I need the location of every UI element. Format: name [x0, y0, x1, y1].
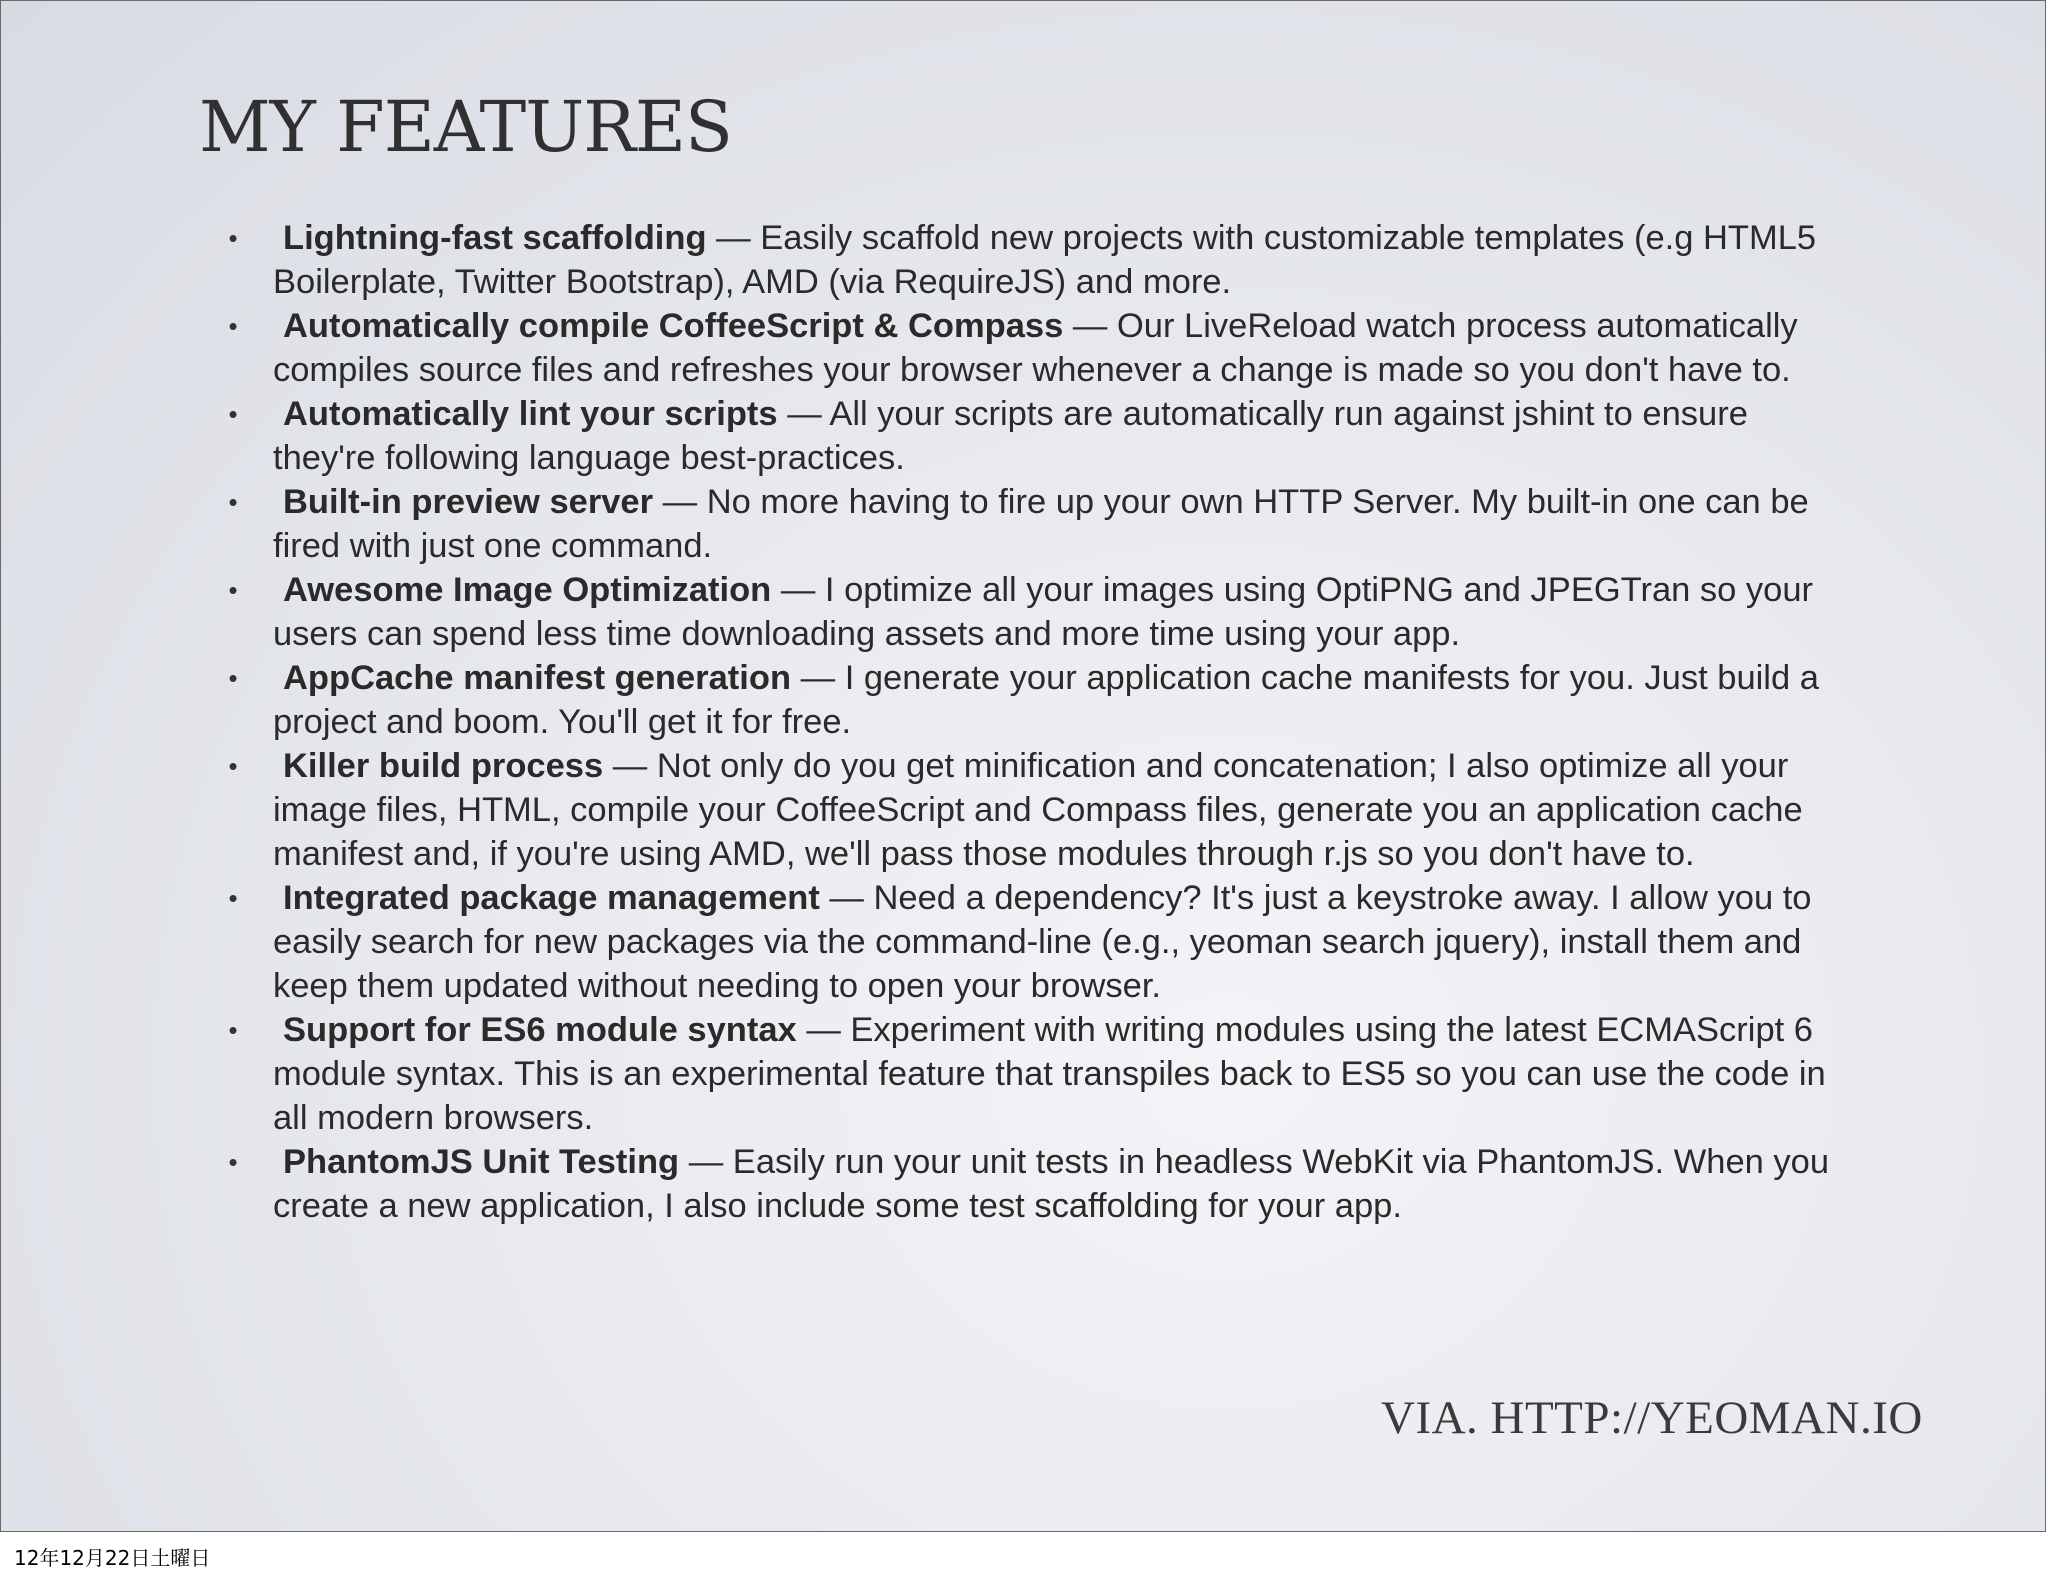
- bullet-icon: •: [228, 751, 238, 781]
- feature-name: Support for ES6 module syntax: [283, 1011, 797, 1049]
- feature-name: Lightning-fast scaffolding: [283, 219, 707, 257]
- feature-name: Automatically compile CoffeeScript & Compass: [283, 307, 1064, 345]
- bullet-icon: •: [228, 223, 238, 253]
- bullet-icon: •: [228, 575, 238, 605]
- feature-description: — Our LiveReload watch process automatically compiles source files and refreshes your browser whenever a change is made so you don't have to.: [273, 307, 1798, 389]
- feature-description: — All your scripts are automatically run against jshint to ensure they're following language best-practices.: [273, 395, 1748, 477]
- source-credit: VIA. HTTP://YEOMAN.IO: [1381, 1392, 1923, 1444]
- feature-description: — No more having to fire up your own HTTP Server. My built-in one can be fired with just one command.: [273, 483, 1809, 565]
- feature-name: PhantomJS Unit Testing: [283, 1143, 680, 1181]
- feature-description: — I optimize all your images using OptiPNG and JPEGTran so your users can spend less time downloading assets and more time using your app.: [273, 571, 1814, 653]
- bullet-icon: •: [228, 663, 238, 693]
- bullet-icon: •: [228, 1147, 238, 1177]
- feature-item: [223, 392, 1853, 480]
- bullet-icon: •: [228, 487, 238, 517]
- feature-name: AppCache manifest generation: [283, 659, 792, 697]
- feature-description: — Easily scaffold new projects with customizable templates (e.g HTML5 Boilerplate, Twitter Bootstrap), AMD (via RequireJS) and more.: [273, 219, 1817, 301]
- feature-description: — Not only do you get minification and concatenation; I also optimize all your image files, HTML, compile your CoffeeScript and Compass files, generate you an application cache manifest and, if you're using AMD, we'll pass those modules through r.js so you don't have to.: [273, 747, 1803, 873]
- feature-item: [223, 568, 1853, 656]
- feature-name: Built-in preview server: [283, 483, 654, 521]
- bullet-icon: •: [228, 399, 238, 429]
- feature-item: [223, 1008, 1853, 1140]
- feature-list: [223, 216, 1853, 1228]
- feature-item: [223, 216, 1853, 304]
- feature-name: Automatically lint your scripts: [283, 395, 778, 433]
- bullet-icon: •: [228, 1015, 238, 1045]
- feature-description: — Easily run your unit tests in headless WebKit via PhantomJS. When you create a new application, I also include some test scaffolding for your app.: [273, 1143, 1830, 1225]
- feature-item: [223, 304, 1853, 392]
- feature-description: — Experiment with writing modules using the latest ECMAScript 6 module syntax. This is an experimental feature that transpiles back to ES5 so you can use the code in all modern browsers.: [273, 1011, 1826, 1137]
- feature-item: [223, 656, 1853, 744]
- feature-name: Killer build process: [283, 747, 604, 785]
- slide-title: MY FEATURES: [199, 86, 732, 168]
- feature-name: Awesome Image Optimization: [283, 571, 772, 609]
- feature-description: — I generate your application cache manifests for you. Just build a project and boom. You'll get it for free.: [273, 659, 1819, 741]
- date-stamp: 12年12月22日土曜日: [14, 1546, 211, 1570]
- bullet-icon: •: [228, 883, 238, 913]
- feature-item: [223, 1140, 1853, 1228]
- feature-item: [223, 876, 1853, 1008]
- feature-name: Integrated package management: [283, 879, 820, 917]
- feature-description: — Need a dependency? It's just a keystroke away. I allow you to easily search for new packages via the command-line (e.g., yeoman search jquery), install them and keep them updated without needing to open your browser.: [273, 879, 1812, 1005]
- feature-item: [223, 480, 1853, 568]
- bullet-icon: •: [228, 311, 238, 341]
- feature-item: [223, 744, 1853, 876]
